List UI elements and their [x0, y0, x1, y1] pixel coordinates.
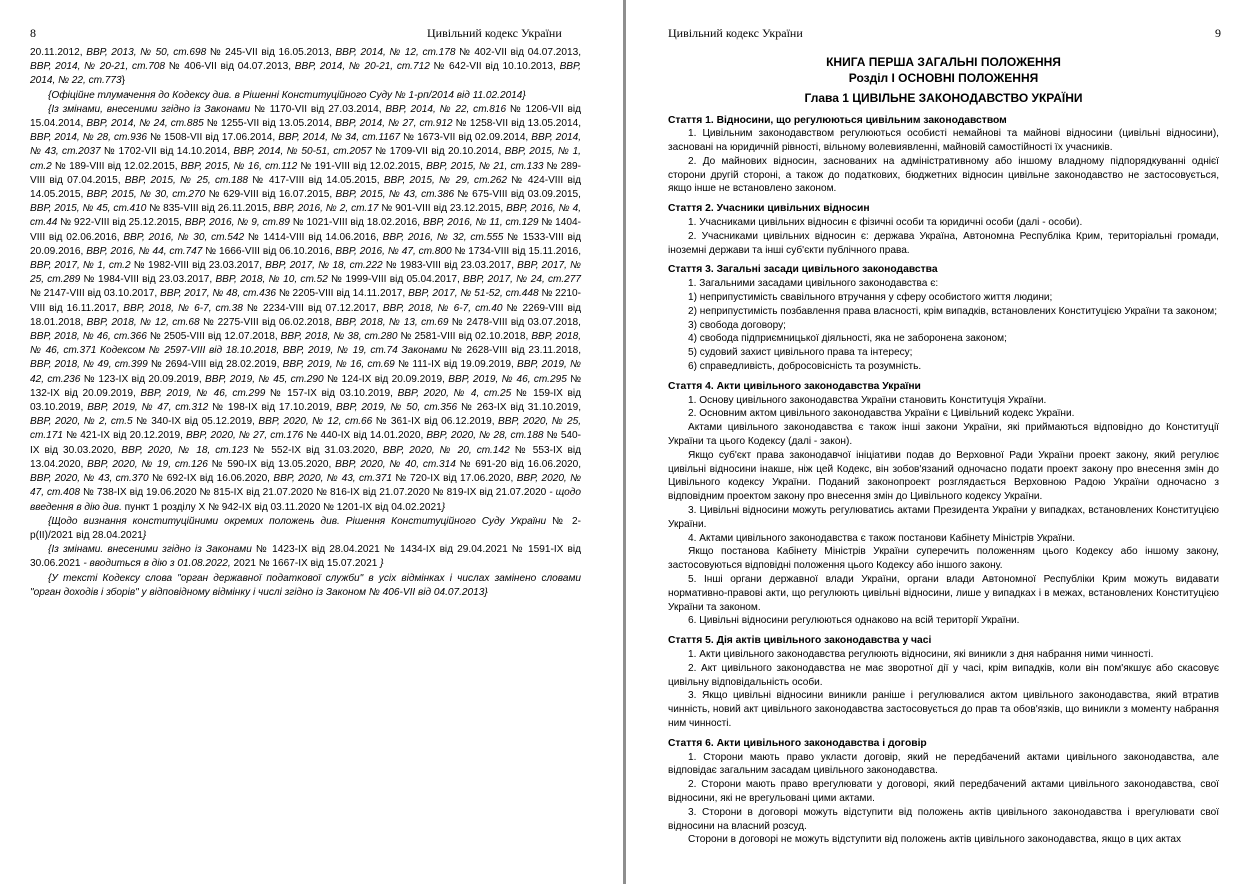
reference-italic: ВВР, 2018, № 38, ст.280	[280, 331, 398, 343]
article-title: Стаття 6. Акти цивільного законодавства і договір	[668, 737, 927, 749]
page-number: 8	[30, 26, 36, 40]
reference-italic: ВВР, 2020, № 43, ст.370	[30, 473, 149, 485]
reference-italic: ВВР, 2017, № 24, ст.277	[463, 274, 581, 286]
reference-italic: ВВР, 2018, № 6-7, ст.38	[123, 302, 243, 314]
reference-italic: ВВР, 2016, № 47, ст.800	[335, 245, 452, 257]
article-paragraph: 1. Акти цивільного законодавства регулюють відносини, які виникли з дня набрання ними чинності.	[688, 648, 1154, 660]
reference-italic: ВВР, 2020, № 25, ст.171	[30, 416, 582, 442]
reference-text: № 1734-VIII від 15.11.2016,	[451, 245, 582, 257]
article-paragraph: 1) неприпустимість свавільного втручання у сферу особистого життя людини;	[688, 292, 1053, 304]
reference-italic: ВВР, 2019, № 46, ст.295	[448, 373, 567, 385]
reference-italic: ВВР, 2020, № 20, ст.142	[382, 444, 510, 456]
reference-italic: ВВР, 2015, № 45, ст.410	[30, 203, 147, 215]
reference-italic: ВВР, 2016, № 4, ст.44	[30, 203, 582, 229]
reference-italic: ВВР, 2020, № 47, ст.408	[30, 473, 582, 499]
page-number: 9	[1215, 26, 1221, 40]
reference-italic: ВВР, 2014, № 12, ст.178	[335, 47, 456, 58]
reference-text: № 1673-VII від 02.09.2014,	[400, 132, 532, 144]
amendment-paragraph	[30, 103, 581, 515]
reference-text: № 2628-VIII від 23.11.2018,	[447, 345, 581, 357]
reference-italic: ВВР, 2014, № 27, ст.912	[335, 118, 453, 130]
reference-text: № 2147-VIII від 03.10.2017,	[30, 288, 160, 300]
reference-text: № 340-IX від 05.12.2019,	[132, 416, 259, 428]
reference-italic: ВВР, 2017, № 1, ст.2	[30, 260, 131, 272]
reference-italic: ВВР, 2014, № 43, ст.2037	[30, 132, 582, 158]
reference-text: № 2234-VIII від 07.12.2017,	[242, 302, 383, 314]
article-paragraph: 5. Інші органи державної влади України, органи влади Автономної Республіки Крим можуть видавати нормативно-правові акти, що регулюють цивільні відносини, лише у випадках і в межах, встановлених Конституцією України та законом.	[668, 574, 1219, 613]
reference-italic: {Із змінами, внесеними згідно із Законами	[48, 103, 251, 115]
reference-italic: ВВР, 2017, № 18, ст.222	[265, 260, 383, 272]
book-heading: КНИГА ПЕРША ЗАГАЛЬНІ ПОЛОЖЕННЯ	[826, 55, 1061, 69]
reference-italic: ВВР, 2017, № 51-52, ст.448	[408, 288, 539, 300]
reference-italic: ВВР, 2018, № 49, ст.399	[30, 359, 148, 371]
reference-italic: ВВР, 2019, № 46, ст.299	[140, 387, 266, 399]
reference-italic: ВВР, 2019, № 42, ст.236	[30, 359, 581, 385]
article	[668, 202, 1219, 257]
reference-text: № 2505-VIII від 12.07.2018,	[146, 331, 281, 343]
amendments-block	[30, 46, 581, 600]
reference-text: № 1423-IX від 28.04.2021 № 1434-IX від 29.04.2021 № 1591-IX від 30.06.2021	[30, 544, 581, 570]
article-paragraph: Якщо постанова Кабінету Міністрів України суперечить положенням цього Кодексу або іншому закону, застосовуються відповідні положення цього Кодексу або іншого закону.	[668, 546, 1219, 572]
reference-text: № 835-VIII від 26.11.2015,	[146, 203, 274, 215]
reference-text: № 189-VIII від 12.02.2015,	[51, 160, 181, 172]
reference-italic: ВВР, 2020, № 19, ст.126	[87, 458, 208, 470]
reference-text: № 2581-VIII від 02.10.2018,	[397, 331, 532, 343]
reference-italic: ВВР, 2020, № 12, ст.66	[258, 416, 373, 428]
reference-text: № 720-IX від 17.06.2020,	[391, 473, 517, 485]
reference-text: № 2275-VIII від 06.02.2018,	[199, 316, 336, 328]
reference-italic: ВВР, 2014, № 34, ст.1167	[278, 132, 401, 144]
amendment-paragraph	[30, 515, 581, 543]
reference-italic: }	[441, 501, 446, 513]
reference-text: № 2269-VIII від 18.01.2018,	[30, 302, 582, 328]
reference-italic: ВВР, 2020, № 27, ст.176	[186, 430, 304, 442]
reference-text: № 421-IX від 20.12.2019,	[63, 430, 187, 442]
reference-italic: ВВР, 2014, № 22, ст.773	[30, 61, 581, 87]
running-title: Цивільний кодекс України	[668, 26, 803, 40]
reference-text: № 2478-VIII від 03.07.2018,	[448, 316, 581, 328]
reference-text: 2021 № 1667-IX від 15.07.2021	[230, 558, 381, 570]
code-text	[668, 50, 1219, 853]
reference-text: № 191-VIII від 12.02.2015,	[297, 160, 427, 172]
article-paragraph: Якщо суб'єкт права законодавчої ініціативи подав до Верховної Ради України проект закону, який регулює цивільні відносини інакше, ніж цей Кодекс, він зобов'язаний одночасно подати проект закону про внесення змін до Цивільного кодексу України. Поданий законопроект розглядається Верховною Радою України одночасно з відповідним проектом закону про внесення змін до Цивільного кодексу України.	[668, 449, 1219, 503]
article-paragraph: 1. Учасниками цивільних відносин є фізичні особи та юридичні особи (далі - особи).	[688, 217, 1083, 229]
article-paragraph: 1. Основу цивільного законодавства України становить Конституція України.	[688, 394, 1047, 406]
reference-text: № 245-VII від 16.05.2013,	[206, 47, 336, 58]
reference-italic: ВВР, 2016, № 44, ст.747	[86, 245, 203, 257]
reference-text: № 132-IX від 20.09.2019,	[30, 373, 582, 399]
reference-italic: ВВР, 2014, № 20-21, ст.712	[294, 61, 430, 73]
amendment-paragraph	[30, 543, 581, 571]
reference-italic: {Офіційне тлумачення до Кодексу див. в Рішенні Конституційного Суду № 1-рп/2014 від 11.02.2014}	[48, 89, 526, 101]
reference-italic: ВВР, 2017, № 48, ст.436	[159, 288, 276, 300]
reference-text: № 1258-VII від 13.05.2014,	[452, 118, 582, 130]
reference-italic: {Із змінами. внесеними згідно із Законами	[48, 544, 252, 556]
article-paragraph: 2. Учасниками цивільних відносин є: держава Україна, Автономна Республіка Крим, територіальні громади, іноземні держави та інші суб'єкти публічного права.	[668, 230, 1219, 256]
reference-text: № 440-IX від 14.01.2020,	[303, 430, 427, 442]
reference-italic: ВВР, 2015, № 21, ст.133	[426, 160, 544, 172]
reference-text: № 1255-VII від 13.05.2014,	[203, 118, 336, 130]
article-paragraph: 3. Цивільні відносини можуть регулюватись актами Президента України у випадках, встановлених Конституцією України.	[668, 505, 1219, 530]
reference-italic: ВВР, 2019, № 16, ст.69	[282, 359, 395, 371]
reference-text: № 1170-VII від 27.03.2014,	[250, 103, 386, 115]
amendment-paragraph	[30, 46, 581, 89]
reference-text: № 1702-VII від 14.10.2014,	[100, 146, 234, 158]
article-title: Стаття 3. Загальні засади цивільного законодавства	[668, 264, 938, 276]
reference-text: № 675-VIII від 03.09.2015,	[454, 189, 581, 201]
reference-italic: ВВР, 2018, № 6-7, ст.40	[382, 302, 503, 314]
reference-text: № 123-IX від 20.09.2019,	[80, 373, 206, 385]
reference-italic: ВВР, 2015, № 16, ст.112	[180, 160, 298, 172]
reference-italic: ВВР, 2018, № 46, ст.366	[30, 331, 147, 343]
reference-text: № 590-IX від 13.05.2020,	[207, 458, 336, 470]
reference-text: }	[121, 75, 125, 87]
reference-italic: }	[380, 558, 384, 570]
reference-text: № 629-VIII від 16.07.2015,	[205, 189, 336, 201]
reference-italic: }	[142, 529, 147, 541]
article-paragraph: 2) неприпустимість позбавлення права власності, крім випадків, встановлених Конституцією України та законом;	[688, 305, 1218, 317]
reference-italic: ВВР, 2020, № 4, ст.25	[397, 387, 512, 399]
reference-text: № 553-IX від 13.04.2020,	[30, 444, 581, 470]
reference-text: № 1666-VIII від 06.10.2016,	[202, 245, 336, 257]
reference-italic: ВВР, 2019, № 47, ст.312	[87, 402, 209, 414]
article	[668, 380, 1219, 628]
reference-text: № 157-IX від 03.10.2019,	[265, 387, 398, 399]
article-paragraph: 2. Акт цивільного законодавства не має зворотної дії у часі, крім випадків, коли він пом'якшує або скасовує цивільну відповідальність особи.	[668, 662, 1219, 688]
reference-text: № 263-IX від 31.10.2019,	[457, 402, 582, 414]
reference-text: пункт 1 розділу X № 942-IX від 03.11.2020 № 1201-IX від 04.02.2021	[121, 501, 442, 513]
reference-italic: ВВР, 2014, № 22, ст.816	[385, 103, 507, 115]
reference-italic: ВВР, 2020, № 40, ст.314	[335, 458, 456, 470]
reference-text: № 552-IX від 31.03.2020,	[248, 444, 383, 456]
reference-text: № 406-VII від 04.07.2013,	[165, 61, 295, 73]
article-title: Стаття 1. Відносини, що регулюються цивільним законодавством	[668, 114, 1007, 126]
reference-text: № 111-IX від 19.09.2019,	[394, 359, 517, 371]
reference-text: № 1021-VIII від 18.02.2016,	[289, 217, 423, 229]
reference-italic: ВВР, 2020, № 2, ст.5	[30, 416, 133, 428]
reference-italic: ВВР, 2014, № 28, ст.936	[30, 132, 147, 144]
article-paragraph: 6. Цивільні відносини регулюються однаково на всій території України.	[688, 615, 1020, 627]
reference-italic: ВВР, 2016, № 2, ст.17	[273, 203, 379, 215]
reference-text: № 198-IX від 17.10.2019,	[208, 402, 337, 414]
reference-text: № 1206-VII від 15.04.2014,	[30, 103, 582, 130]
reference-text: № 2210-VIII від 16.11.2017,	[30, 288, 581, 314]
article-paragraph: 4. Актами цивільного законодавства є також постанови Кабінету Міністрів України.	[688, 532, 1076, 544]
reference-italic: ВВР, 2018, № 13, ст.69	[335, 316, 449, 328]
article	[668, 114, 1219, 197]
reference-text: № 424-VIII від 14.05.2015,	[30, 174, 581, 201]
reference-italic: ВВР, 2013, № 50, ст.698	[86, 47, 207, 58]
article-paragraph: 6) справедливість, добросовісність та розумність.	[688, 361, 922, 373]
article-paragraph: 2. Сторони мають право врегулювати у договорі, який передбачений актами цивільного законодавства, свої відносини, які не врегульовані цими актами.	[668, 779, 1219, 804]
reference-italic: ВВР, 2020, № 18, ст.123	[121, 444, 249, 456]
reference-italic: ВВР, 2018, № 10, ст.52	[215, 274, 328, 286]
reference-italic: ВВР, 2020, № 43, ст.371	[273, 473, 392, 485]
article-title: Стаття 2. Учасники цивільних відносин	[668, 203, 870, 215]
reference-italic: - вводиться в дію з 01.08.2022,	[83, 558, 231, 570]
reference-italic: ВВР, 2018, № 12, ст.68	[86, 316, 200, 328]
amendment-paragraph	[30, 89, 581, 103]
reference-text: № 901-VIII від 23.12.2015,	[378, 203, 507, 215]
reference-italic: ВВР, 2019, № 50, ст.356	[336, 402, 458, 414]
section-heading: Розділ I ОСНОВНІ ПОЛОЖЕННЯ	[848, 70, 1039, 85]
reference-text: № 738-IX від 19.06.2020 № 815-IX від 21.07.2020 № 816-IX від 21.07.2020 № 819-IX від 21.07.2020	[79, 487, 550, 499]
reference-text: № 2205-VIII від 14.11.2017,	[276, 288, 409, 300]
reference-italic: ВВР, 2019, № 45, ст.290	[205, 373, 324, 385]
reference-text: № 540-IX від 30.03.2020,	[30, 430, 582, 456]
reference-text: № 1709-VII від 20.10.2014,	[371, 146, 505, 158]
reference-text: № 1533-VIII від 20.09.2016,	[30, 231, 581, 257]
reference-text: № 159-IX від 03.10.2019,	[30, 387, 581, 414]
article-paragraph: 2. До майнових відносин, заснованих на адміністративному або іншому владному підпорядкуванні однієї сторони другій стороні, а також до податкових, бюджетних відносин цивільне законодавство не застосовується, якщо інше не встановлено законом.	[668, 155, 1219, 195]
reference-italic: ВВР, 2015, № 25, ст.188	[124, 174, 248, 186]
reference-italic: ВВР, 2015, № 1, ст.2	[30, 146, 581, 172]
article	[668, 263, 1219, 373]
left-page	[0, 0, 623, 884]
right-page	[626, 0, 1247, 884]
running-title: Цивільний кодекс України	[427, 26, 562, 40]
reference-italic: ВВР, 2016, № 9, ст.89	[184, 217, 290, 229]
reference-italic: ВВР, 2015, № 30, ст.270	[86, 189, 206, 201]
reference-text: № 1508-VII від 17.06.2014,	[147, 132, 279, 144]
reference-text: № 417-VIII від 14.05.2015,	[248, 174, 384, 186]
reference-italic: ВВР, 2018, № 46, ст.371 Кодексом № 2597-VIII від 18.10.2018, ВВР, 2019, № 19, ст.74 Законами	[30, 331, 582, 357]
reference-text: 20.11.2012,	[30, 47, 87, 58]
reference-text: № 922-VIII від 25.12.2015,	[57, 217, 185, 229]
article	[668, 737, 1219, 847]
reference-italic: ВВР, 2015, № 29, ст.262	[383, 174, 508, 186]
article-paragraph: 3. Якщо цивільні відносини виникли раніше і регулювалися актом цивільного законодавства, який втратив чинність, новий акт цивільного законодавства застосовується до прав та обов'язків, що виникли з моменту набрання ним чинності.	[668, 690, 1219, 729]
reference-text: № 1414-VIII від 14.06.2016,	[244, 231, 383, 243]
article-paragraph: Актами цивільного законодавства є також інші закони України, які приймаються відповідно до Конституції України та цього Кодексу (далі - закон).	[668, 422, 1219, 448]
chapter-heading: Глава 1 ЦИВІЛЬНЕ ЗАКОНОДАВСТВО УКРАЇНИ	[804, 91, 1083, 105]
reference-text: № 1404-VIII від 02.06.2016,	[30, 217, 581, 243]
reference-italic: ВВР, 2016, № 32, ст.555	[382, 231, 504, 243]
article	[668, 634, 1219, 731]
reference-text: № 2-р(II)/2021 від 28.04.2021	[30, 515, 581, 541]
reference-text: № 402-VII від 04.07.2013,	[455, 47, 582, 58]
reference-text: № 642-VII від 10.10.2013,	[429, 61, 560, 73]
reference-italic: ВВР, 2020, № 28, ст.188	[426, 430, 544, 442]
article-paragraph: 2. Основним актом цивільного законодавства України є Цивільний кодекс України.	[688, 408, 1075, 420]
reference-italic: ВВР, 2015, № 43, ст.386	[335, 189, 455, 201]
reference-text: № 691-20 від 16.06.2020,	[455, 458, 582, 470]
reference-italic: - щодо введення в дію див.	[30, 487, 581, 513]
article-title: Стаття 5. Дія актів цивільного законодавства у часі	[668, 635, 932, 647]
reference-text: № 2694-VIII від 28.02.2019,	[147, 359, 283, 371]
reference-text: № 1982-VIII від 23.03.2017,	[130, 260, 266, 272]
reference-text: № 124-IX від 20.09.2019,	[323, 373, 449, 385]
reference-italic: ВВР, 2017, № 25, ст.289	[30, 260, 581, 286]
reference-text: № 289-VIII від 07.04.2015,	[30, 160, 582, 186]
reference-text: № 1984-VIII від 23.03.2017,	[80, 274, 216, 286]
article-title: Стаття 4. Акти цивільного законодавства України	[668, 380, 921, 392]
articles-list	[668, 114, 1219, 848]
article-paragraph: 3. Сторони в договорі можуть відступити від положень актів цивільного законодавства і врегулювати свої відносини на власний розсуд.	[668, 806, 1219, 832]
reference-text: № 361-IX від 06.12.2019,	[372, 416, 499, 428]
reference-italic: {Щодо визнання конституційними окремих положень див. Рішення Конституційного Суду України	[48, 515, 547, 527]
article-paragraph: 4) свобода підприємницької діяльності, яка не заборонена законом;	[688, 333, 1007, 345]
reference-text: № 692-IX від 16.06.2020,	[148, 473, 274, 485]
reference-italic: {У тексті Кодексу слова "орган державної податкової служби" в усіх відмінках і числах замінено словами "орган доходів і зборів" у відповідному відмінку і числі згідно із Законом № 406-VII від 04.07.2013}	[30, 572, 581, 598]
reference-italic: ВВР, 2014, № 50-51, ст.2057	[233, 146, 372, 158]
reference-italic: ВВР, 2016, № 11, ст.129	[423, 217, 539, 229]
article-paragraph: 1. Загальними засадами цивільного законодавства є:	[688, 278, 939, 290]
amendment-paragraph	[30, 572, 581, 600]
article-paragraph: 1. Цивільним законодавством регулюються особисті немайнові та майнові відносини (цивільні відносини), засновані на юридичній рівності, вільному волевиявленні, майновій самостійності їх учасників.	[668, 128, 1219, 154]
article-paragraph: 1. Сторони мають право укласти договір, який не передбачений актами цивільного законодавства, але відповідає загальним засадам цивільного законодавства.	[668, 751, 1219, 777]
reference-italic: ВВР, 2014, № 20-21, ст.708	[30, 61, 166, 73]
article-paragraph: 5) судовий захист цивільного права та інтересу;	[688, 347, 913, 359]
reference-text: № 1999-VIII від 05.04.2017,	[327, 274, 463, 286]
reference-text: № 1983-VIII від 23.03.2017,	[382, 260, 518, 272]
article-paragraph: Сторони в договорі не можуть відступити від положень актів цивільного законодавства, якщо в цих актах	[688, 834, 1182, 846]
article-paragraph: 3) свобода договору;	[688, 319, 786, 331]
reference-italic: ВВР, 2014, № 24, ст.885	[86, 118, 204, 130]
reference-italic: ВВР, 2016, № 30, ст.542	[123, 231, 245, 243]
